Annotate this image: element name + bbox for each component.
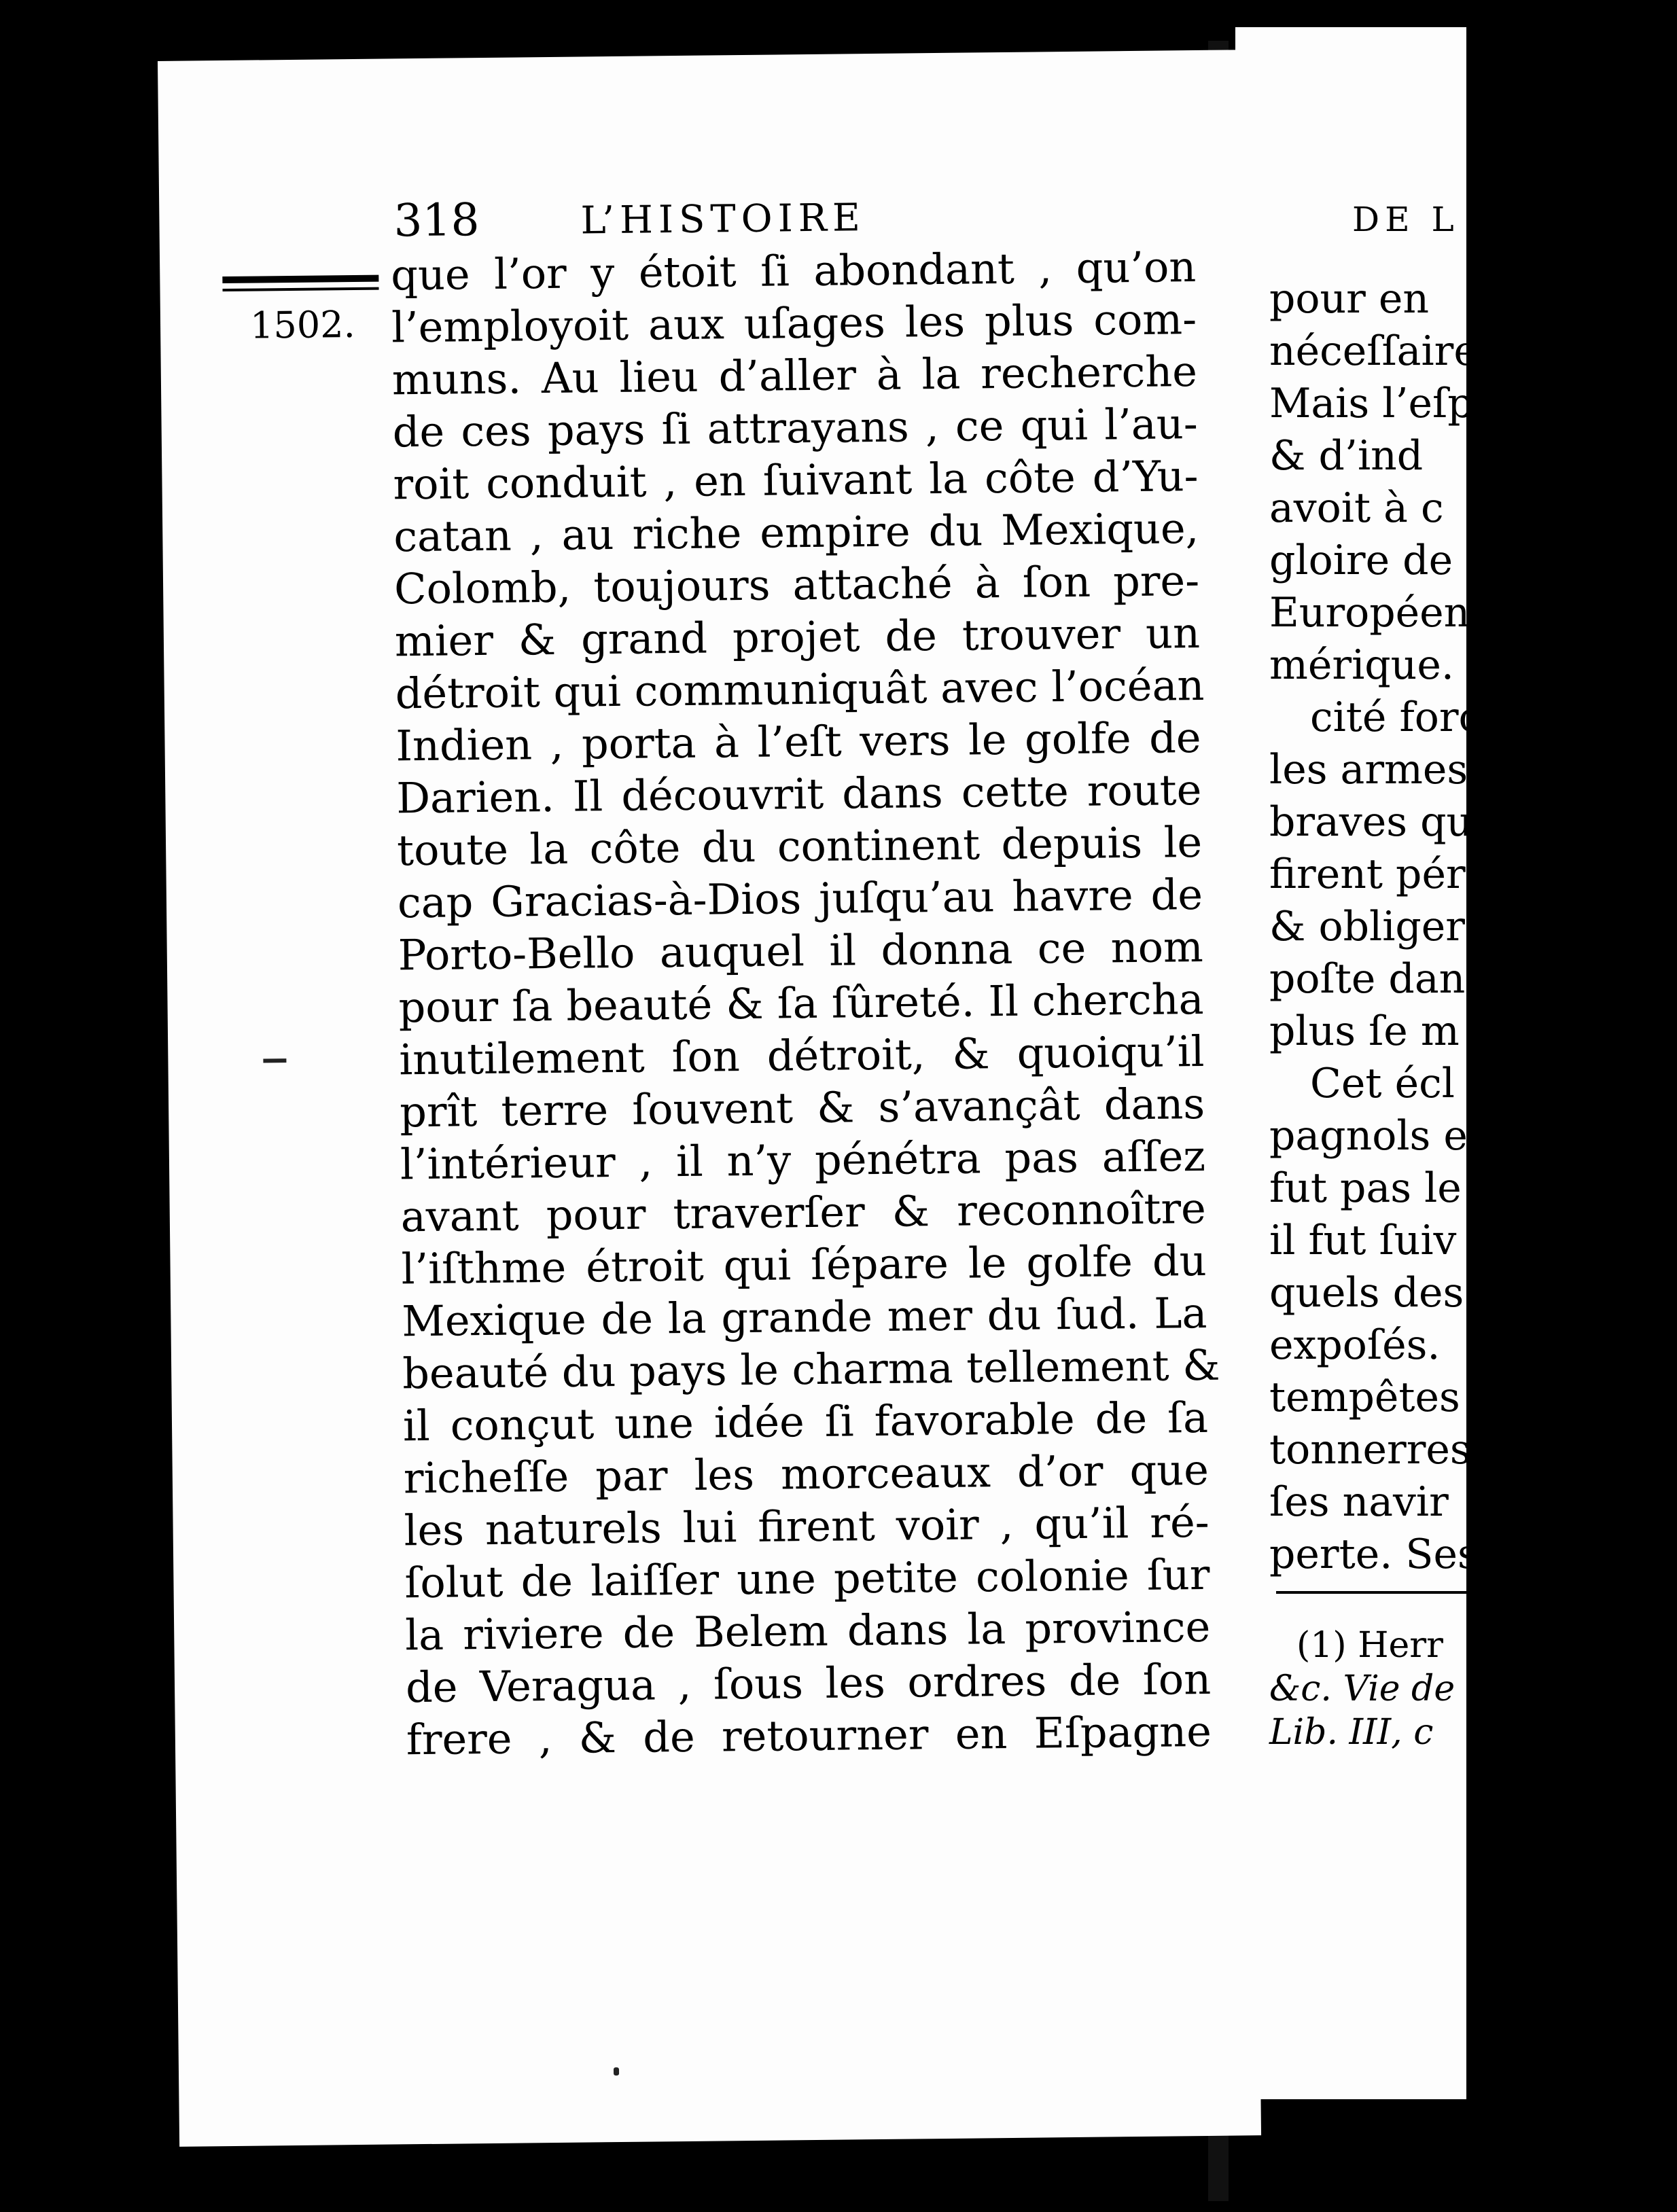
text-line: avant pour traverſer & reconnoître	[400, 1183, 1207, 1242]
text-line: Colomb, toujours attaché à ſon pre-	[393, 555, 1200, 614]
footnote-line: &c. Vie de	[1269, 1669, 1455, 1709]
text-line: beauté du pays le charma tellement &	[402, 1340, 1220, 1399]
text-line: Mexique de la grande mer du ſud. La	[402, 1287, 1207, 1346]
text-line: l’intérieur , il n’y pénétra pas aſſez	[400, 1130, 1206, 1190]
text-line: prît terre ſouvent & s’avançât dans	[399, 1078, 1205, 1137]
text-line: Porto-Bello auquel il donna ce nom	[398, 921, 1204, 980]
text-line: quels des	[1269, 1269, 1464, 1317]
text-line: de Veragua , ſous les ordres de ſon	[405, 1654, 1212, 1713]
left-page	[158, 50, 1261, 2147]
text-line: néceſſaire	[1269, 327, 1478, 375]
text-line: gloire de	[1269, 537, 1453, 584]
text-line: Mais l’eſp	[1269, 380, 1474, 427]
text-line: Européen	[1269, 589, 1470, 637]
text-line: l’iſthme étroit qui ſépare le golfe du	[401, 1235, 1207, 1294]
footnote-line: Lib. III, c	[1269, 1712, 1434, 1753]
text-line: mier & grand projet de trouver un	[394, 607, 1201, 666]
text-line: & d’ind	[1269, 432, 1424, 480]
text-line: pour ſa beauté & ſa ſûreté. Il chercha	[398, 974, 1204, 1033]
text-line: perte. Ses	[1269, 1531, 1479, 1578]
text-line: catan , au riche empire du Mexique,	[393, 503, 1199, 562]
footnotes	[1269, 1624, 1677, 1754]
right-page	[1235, 27, 1482, 2099]
text-line: mérique.	[1269, 641, 1454, 689]
text-line: pour en	[1269, 275, 1430, 323]
text-line: muns. Au lieu d’aller à la recherche	[391, 346, 1198, 405]
running-head-right: DE L	[1352, 200, 1460, 239]
text-line: Indien , porta à l’eſt vers le golfe de	[395, 712, 1201, 771]
margin-rule-thick	[222, 275, 378, 283]
ink-speck	[263, 1058, 286, 1063]
text-line: braves qu	[1269, 798, 1473, 846]
text-line: tonnerres	[1269, 1426, 1471, 1474]
text-line: les naturels lui firent voir , qu’il ré-	[404, 1497, 1210, 1556]
text-line: l’employoit aux uſages les plus com-	[391, 294, 1197, 353]
margin-year: 1502.	[249, 302, 355, 347]
text-line: expoſés.	[1269, 1321, 1441, 1369]
text-line: inutilement ſon détroit, & quoiqu’il	[399, 1026, 1205, 1085]
text-line: roit conduit , en ſuivant la côte d’Yu-	[393, 450, 1199, 510]
text-line: cap Gracias-à-Dios juſqu’au havre de	[397, 869, 1203, 928]
margin-rule-thin	[223, 287, 379, 291]
text-line: & obliger	[1269, 903, 1465, 950]
text-line: ſolut de laiſſer une petite colonie ſur	[404, 1549, 1210, 1608]
text-line: fut pas le	[1269, 1164, 1462, 1212]
text-line: plus ſe m	[1269, 1007, 1460, 1055]
text-line: toute la côte du continent depuis le	[396, 817, 1203, 876]
text-line: que l’or y étoit ſi abondant , qu’on	[390, 242, 1197, 300]
text-line: il conçut une idée ſi favorable de ſa	[402, 1392, 1209, 1451]
text-line: la riviere de Belem dans la province	[404, 1601, 1211, 1660]
text-line: tempêtes	[1269, 1374, 1460, 1421]
text-line: firent pér	[1269, 851, 1466, 898]
text-line: il fut ſuiv	[1269, 1217, 1457, 1264]
text-line: détroit qui communiquât avec l’océan	[395, 660, 1205, 719]
body-text-right	[1269, 273, 1677, 1581]
text-line: les armes	[1269, 746, 1468, 793]
text-line: frere , & de retourner en Eſpagne	[406, 1706, 1212, 1765]
running-head: L’HISTOIRE	[580, 196, 866, 243]
text-line: ſes navir	[1269, 1478, 1449, 1526]
text-line: cité forc	[1310, 694, 1482, 741]
text-line: Darien. Il découvrit dans cette route	[395, 764, 1202, 823]
text-line: de ces pays ſi attrayans , ce qui l’au-	[392, 399, 1199, 457]
text-line: Cet écl	[1310, 1060, 1455, 1107]
text-line: avoit à c	[1269, 484, 1444, 532]
footnote-line: (1) Herr	[1296, 1625, 1444, 1666]
text-line: pagnols e	[1269, 1112, 1468, 1160]
footnote-rule	[1276, 1591, 1480, 1594]
text-line: richeſſe par les morceaux d’or que	[403, 1444, 1210, 1503]
ink-speck	[614, 2067, 619, 2075]
text-line: poſte dan	[1269, 955, 1466, 1003]
page-number: 318	[393, 194, 480, 247]
body-text	[390, 240, 1220, 1766]
